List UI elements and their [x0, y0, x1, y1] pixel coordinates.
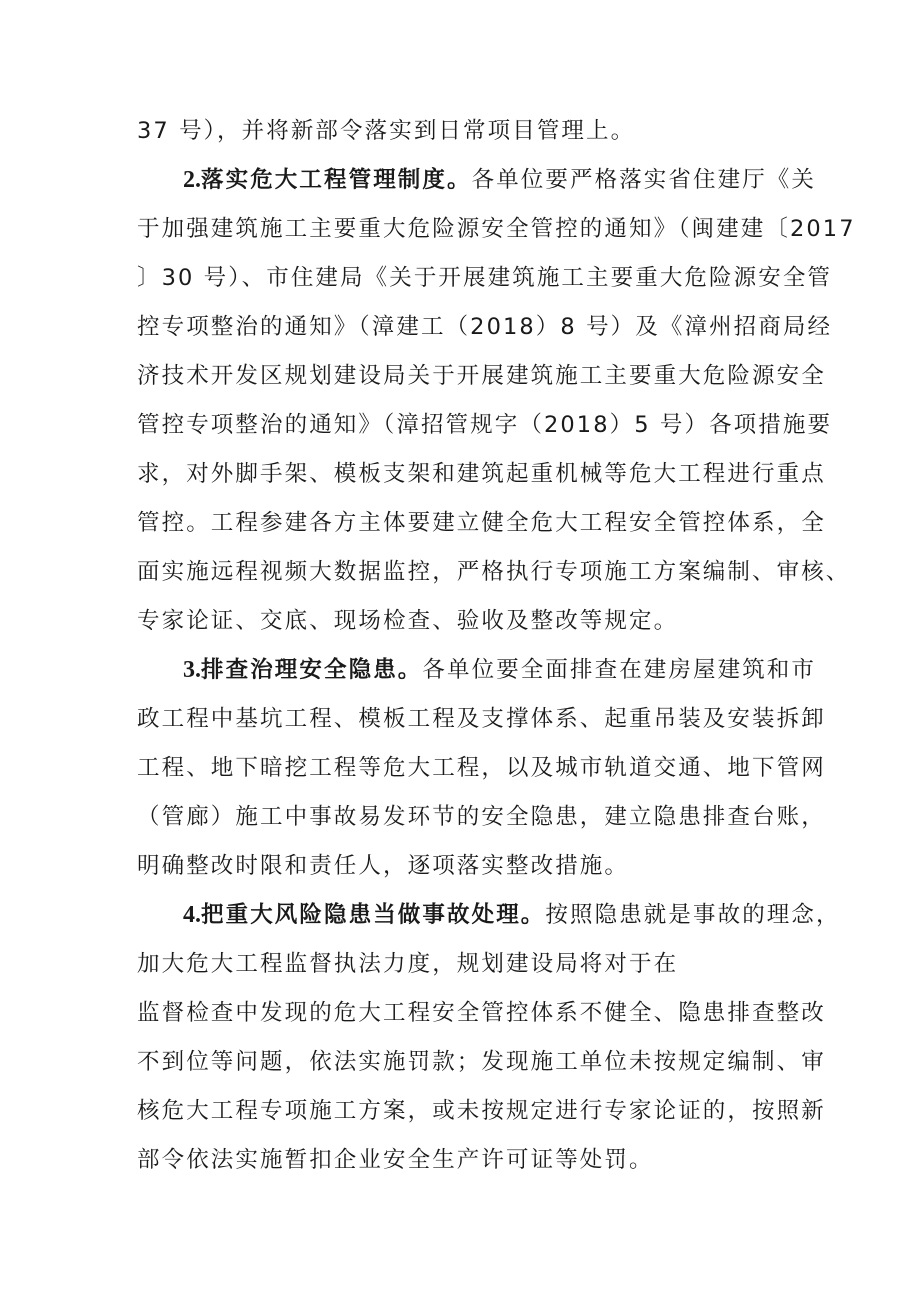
paragraph-2-line-10: 专家论证、交底、现场检查、验收及整改等规定。	[137, 608, 679, 634]
paragraph-4-line-1	[183, 900, 841, 930]
paragraph-2-line-5: 济技术开发区规划建设局关于开展建筑施工主要重大危险源安全	[137, 363, 826, 389]
paragraph-3-line-1	[183, 655, 816, 685]
paragraph-3-line-2: 政工程中基坑工程、模板工程及支撑体系、起重吊装及安装拆卸	[137, 706, 826, 732]
paragraph-3-line-4: （管廊）施工中事故易发环节的安全隐患，建立隐患排查台账，	[137, 804, 826, 830]
paragraph-2-line-7: 求，对外脚手架、模板支架和建筑起重机械等危大工程进行重点	[137, 461, 826, 487]
paragraph-3-line-5: 明确整改时限和责任人，逐项落实整改措施。	[137, 853, 630, 879]
paragraph-text: 按照隐患就是事故的理念，	[545, 902, 841, 928]
item-number: 4.	[183, 902, 201, 928]
paragraph-heading: 落实危大工程管理制度。	[201, 167, 472, 193]
paragraph-2-line-9: 面实施远程视频大数据监控，严格执行专项施工方案编制、审核、	[137, 559, 851, 585]
paragraph-4-line-3: 监督检查中发现的危大工程安全管控体系不健全、隐患排查整改	[137, 1000, 826, 1026]
item-number: 3.	[183, 657, 201, 683]
paragraph-1-line-1: 37 号），并将新部令落实到日常项目管理上。	[137, 118, 636, 144]
paragraph-2-line-4: 控专项整治的通知》（漳建工（2018）8 号）及《漳州招商局经	[137, 314, 833, 340]
paragraph-4-line-4: 不到位等问题，依法实施罚款；发现施工单位未按规定编制、审	[137, 1049, 826, 1075]
paragraph-2-line-2: 于加强建筑施工主要重大危险源安全管控的通知》（闽建建〔2017	[137, 216, 856, 242]
paragraph-3-line-3: 工程、地下暗挖工程等危大工程，以及城市轨道交通、地下管网	[137, 755, 826, 781]
paragraph-text: 各单位要全面排查在建房屋建筑和市	[422, 657, 817, 683]
paragraph-4-line-5: 核危大工程专项施工方案，或未按规定进行专家论证的，按照新	[137, 1098, 826, 1124]
paragraph-2-line-8: 管控。工程参建各方主体要建立健全危大工程安全管控体系，全	[137, 510, 826, 536]
paragraph-2-line-1	[183, 165, 816, 195]
paragraph-heading: 把重大风险隐患当做事故处理。	[201, 902, 546, 928]
paragraph-4-line-6: 部令依法实施暂扣企业安全生产许可证等处罚。	[137, 1147, 654, 1173]
paragraph-2-line-3: 〕30 号）、市住建局《关于开展建筑施工主要重大危险源安全管	[137, 265, 833, 291]
paragraph-4-line-2: 加大危大工程监督执法力度，规划建设局将对于在	[137, 951, 679, 977]
paragraph-text: 各单位要严格落实省住建厅《关	[471, 167, 817, 193]
paragraph-heading: 排查治理安全隐患。	[201, 657, 423, 683]
paragraph-2-line-6: 管控专项整治的通知》（漳招管规字（2018）5 号）各项措施要	[137, 412, 833, 438]
item-number: 2.	[183, 167, 201, 193]
